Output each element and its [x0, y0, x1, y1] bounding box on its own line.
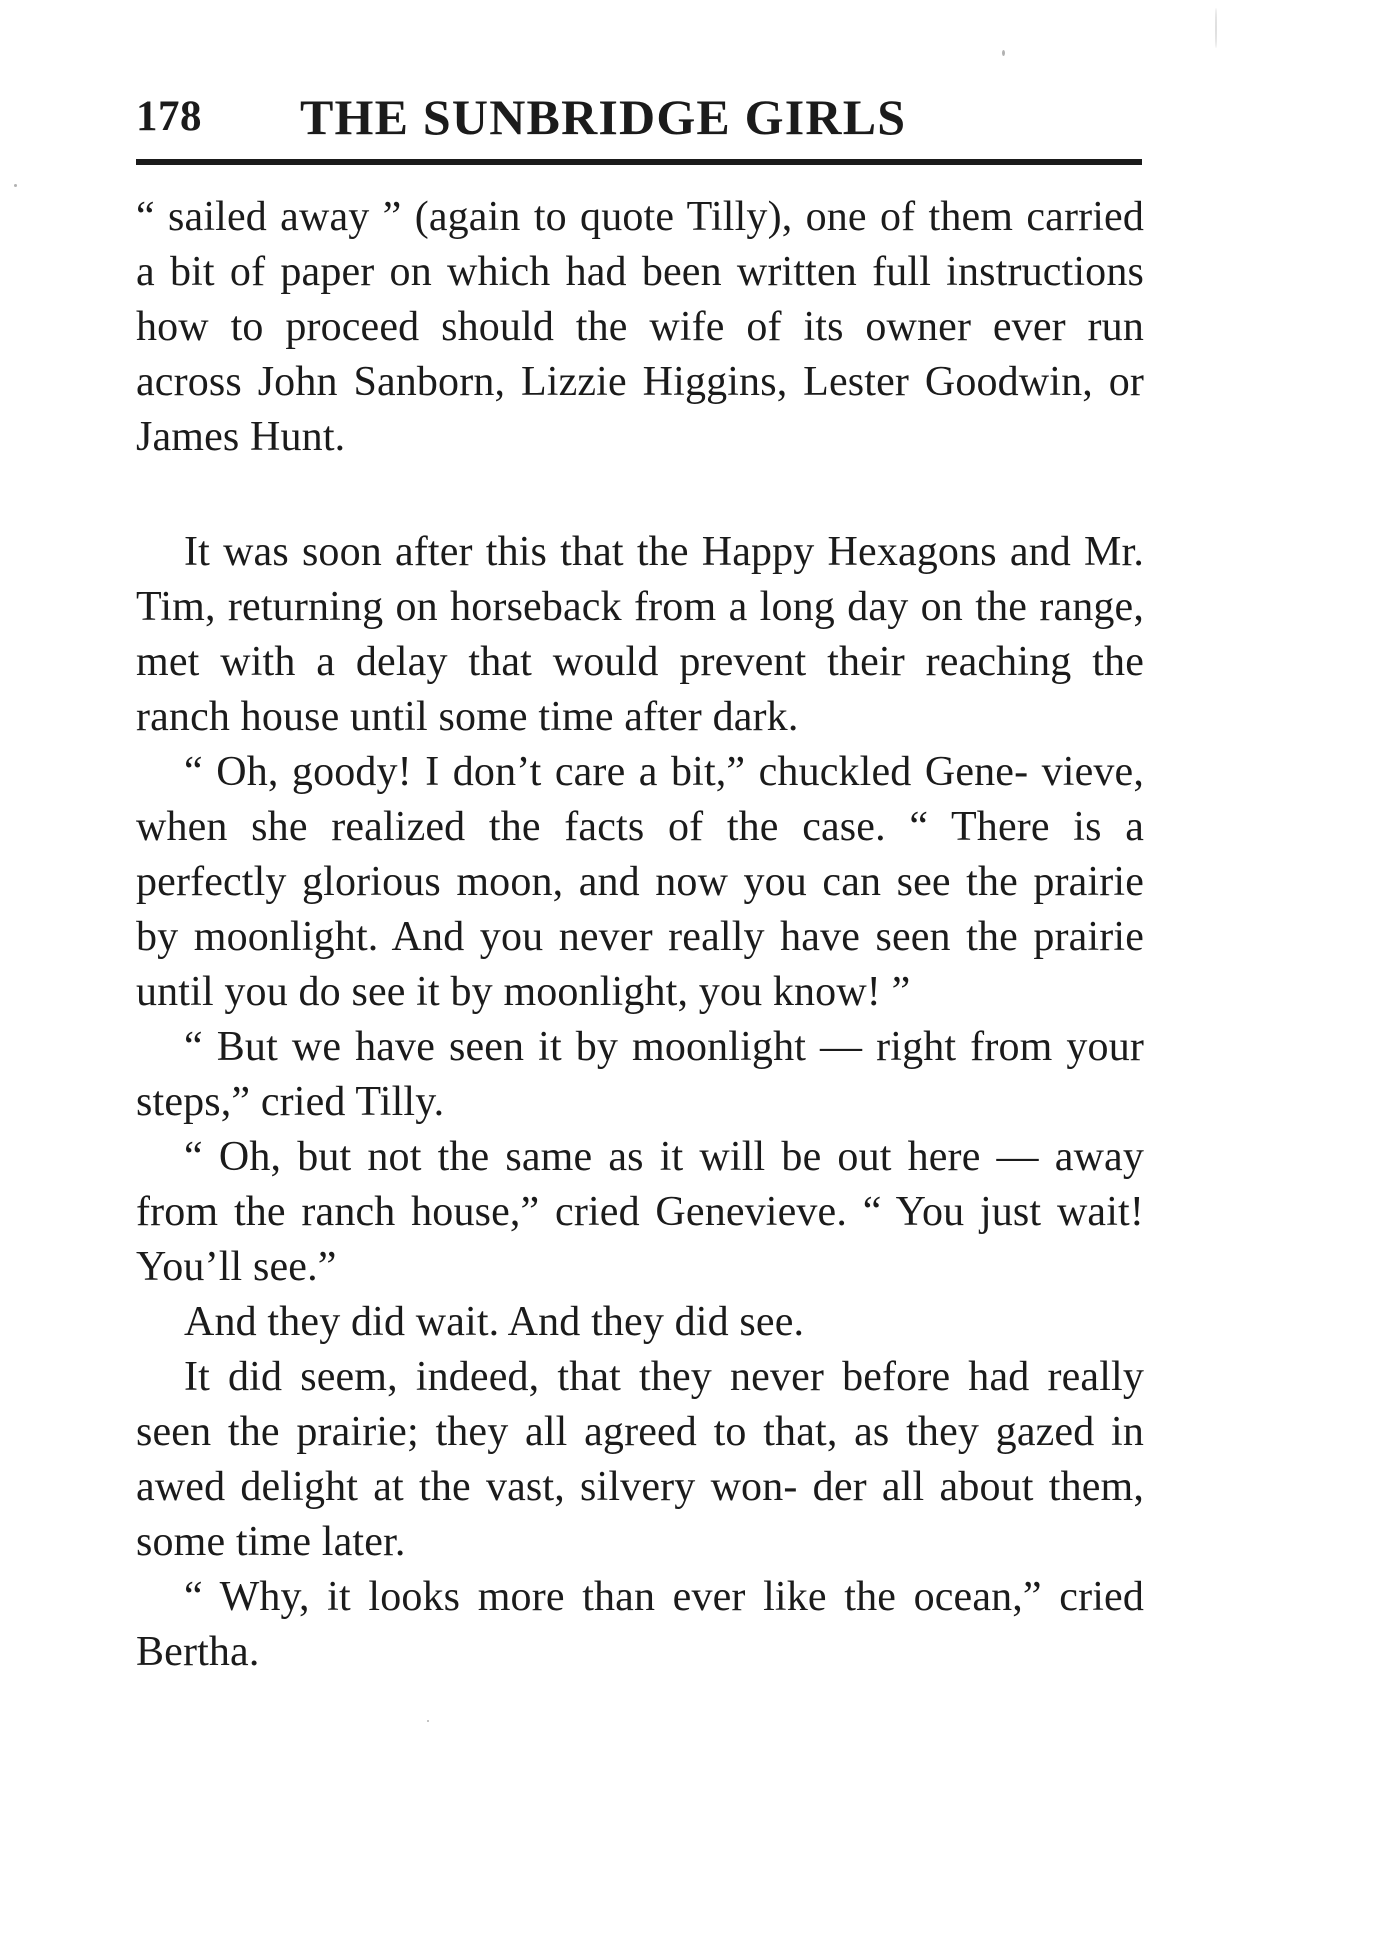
text-block-main	[136, 525, 1144, 1680]
paragraph-line: moonlight, you know! ”	[503, 969, 911, 1015]
paragraph-line: “ You just wait! You’ll see.”	[136, 1189, 1144, 1290]
paragraph-line: It did seem, indeed, that they never before had	[184, 1354, 1030, 1400]
paragraph-line: can see the prairie by moonlight. And you never	[136, 859, 1144, 960]
paragraph-line: cried Bertha.	[136, 1574, 1144, 1675]
paragraph-line: “ There is a perfectly glorious moon, and now you	[136, 804, 1145, 905]
paragraph-line: “ But we have seen it by moonlight — right from	[184, 1024, 1053, 1070]
paragraph	[136, 1570, 1144, 1680]
paragraph-line: der all about them, some time later.	[136, 1464, 1144, 1565]
paragraph-line: “ Oh, goody! I don’t care a bit,” chuckled Gene-	[184, 749, 1029, 795]
running-title: THE SUNBRIDGE GIRLS	[300, 89, 907, 145]
paragraph-line: day on the range, met with a delay that would	[136, 584, 1144, 685]
page-number: 178	[136, 93, 202, 140]
paragraph-line: Higgins, Lester Goodwin, or James Hunt.	[136, 359, 1144, 460]
paragraph-line: full instructions how to proceed should the wife	[136, 249, 1144, 350]
header-rule	[136, 159, 1142, 165]
paragraph	[136, 525, 1144, 745]
paragraph-line: really have seen the prairie until you do see it by	[136, 914, 1144, 1015]
paragraph	[136, 1350, 1144, 1570]
running-header	[136, 89, 1142, 145]
page-speck	[427, 1720, 429, 1722]
paragraph	[136, 1130, 1144, 1295]
paragraph-line: “ Why, it looks more than ever like the ocean,”	[184, 1574, 1042, 1620]
page-speck	[14, 184, 17, 187]
paragraph-line: prevent their reaching the ranch house until some	[136, 639, 1144, 740]
paragraph-line: “ sailed away ” (again to quote Tilly), one of them	[136, 194, 1014, 240]
paragraph-line: It was soon after this that the Happy Hexagons	[184, 529, 997, 575]
paragraph	[136, 745, 1144, 1020]
paragraph-line: time after dark.	[538, 694, 799, 740]
paragraph-line: away from the ranch house,” cried Genevieve.	[136, 1134, 1144, 1235]
paragraph-line: carried a bit of paper on which had been written	[136, 194, 1144, 295]
page-speck	[1002, 50, 1005, 56]
paragraph-line: really seen the prairie; they all agreed to that, as	[136, 1354, 1144, 1455]
paragraph-line: And they did wait. And they did see.	[184, 1299, 805, 1345]
text-block-top	[136, 190, 1144, 465]
paragraph	[136, 1295, 1144, 1350]
paragraph	[136, 190, 1144, 465]
paragraph-line: your steps,” cried Tilly.	[136, 1024, 1144, 1125]
paragraph-line: they gazed in awed delight at the vast, silvery won-	[136, 1409, 1144, 1510]
paragraph-line: of its owner ever run across John Sanborn, Lizzie	[136, 304, 1144, 405]
page-speck	[1215, 8, 1217, 48]
paragraph-line: vieve, when she realized the facts of the case.	[136, 749, 1144, 850]
paragraph-line: and Mr. Tim, returning on horseback from a long	[136, 529, 1144, 630]
paragraph-line: “ Oh, but not the same as it will be out here —	[184, 1134, 1039, 1180]
paragraph	[136, 1020, 1144, 1130]
